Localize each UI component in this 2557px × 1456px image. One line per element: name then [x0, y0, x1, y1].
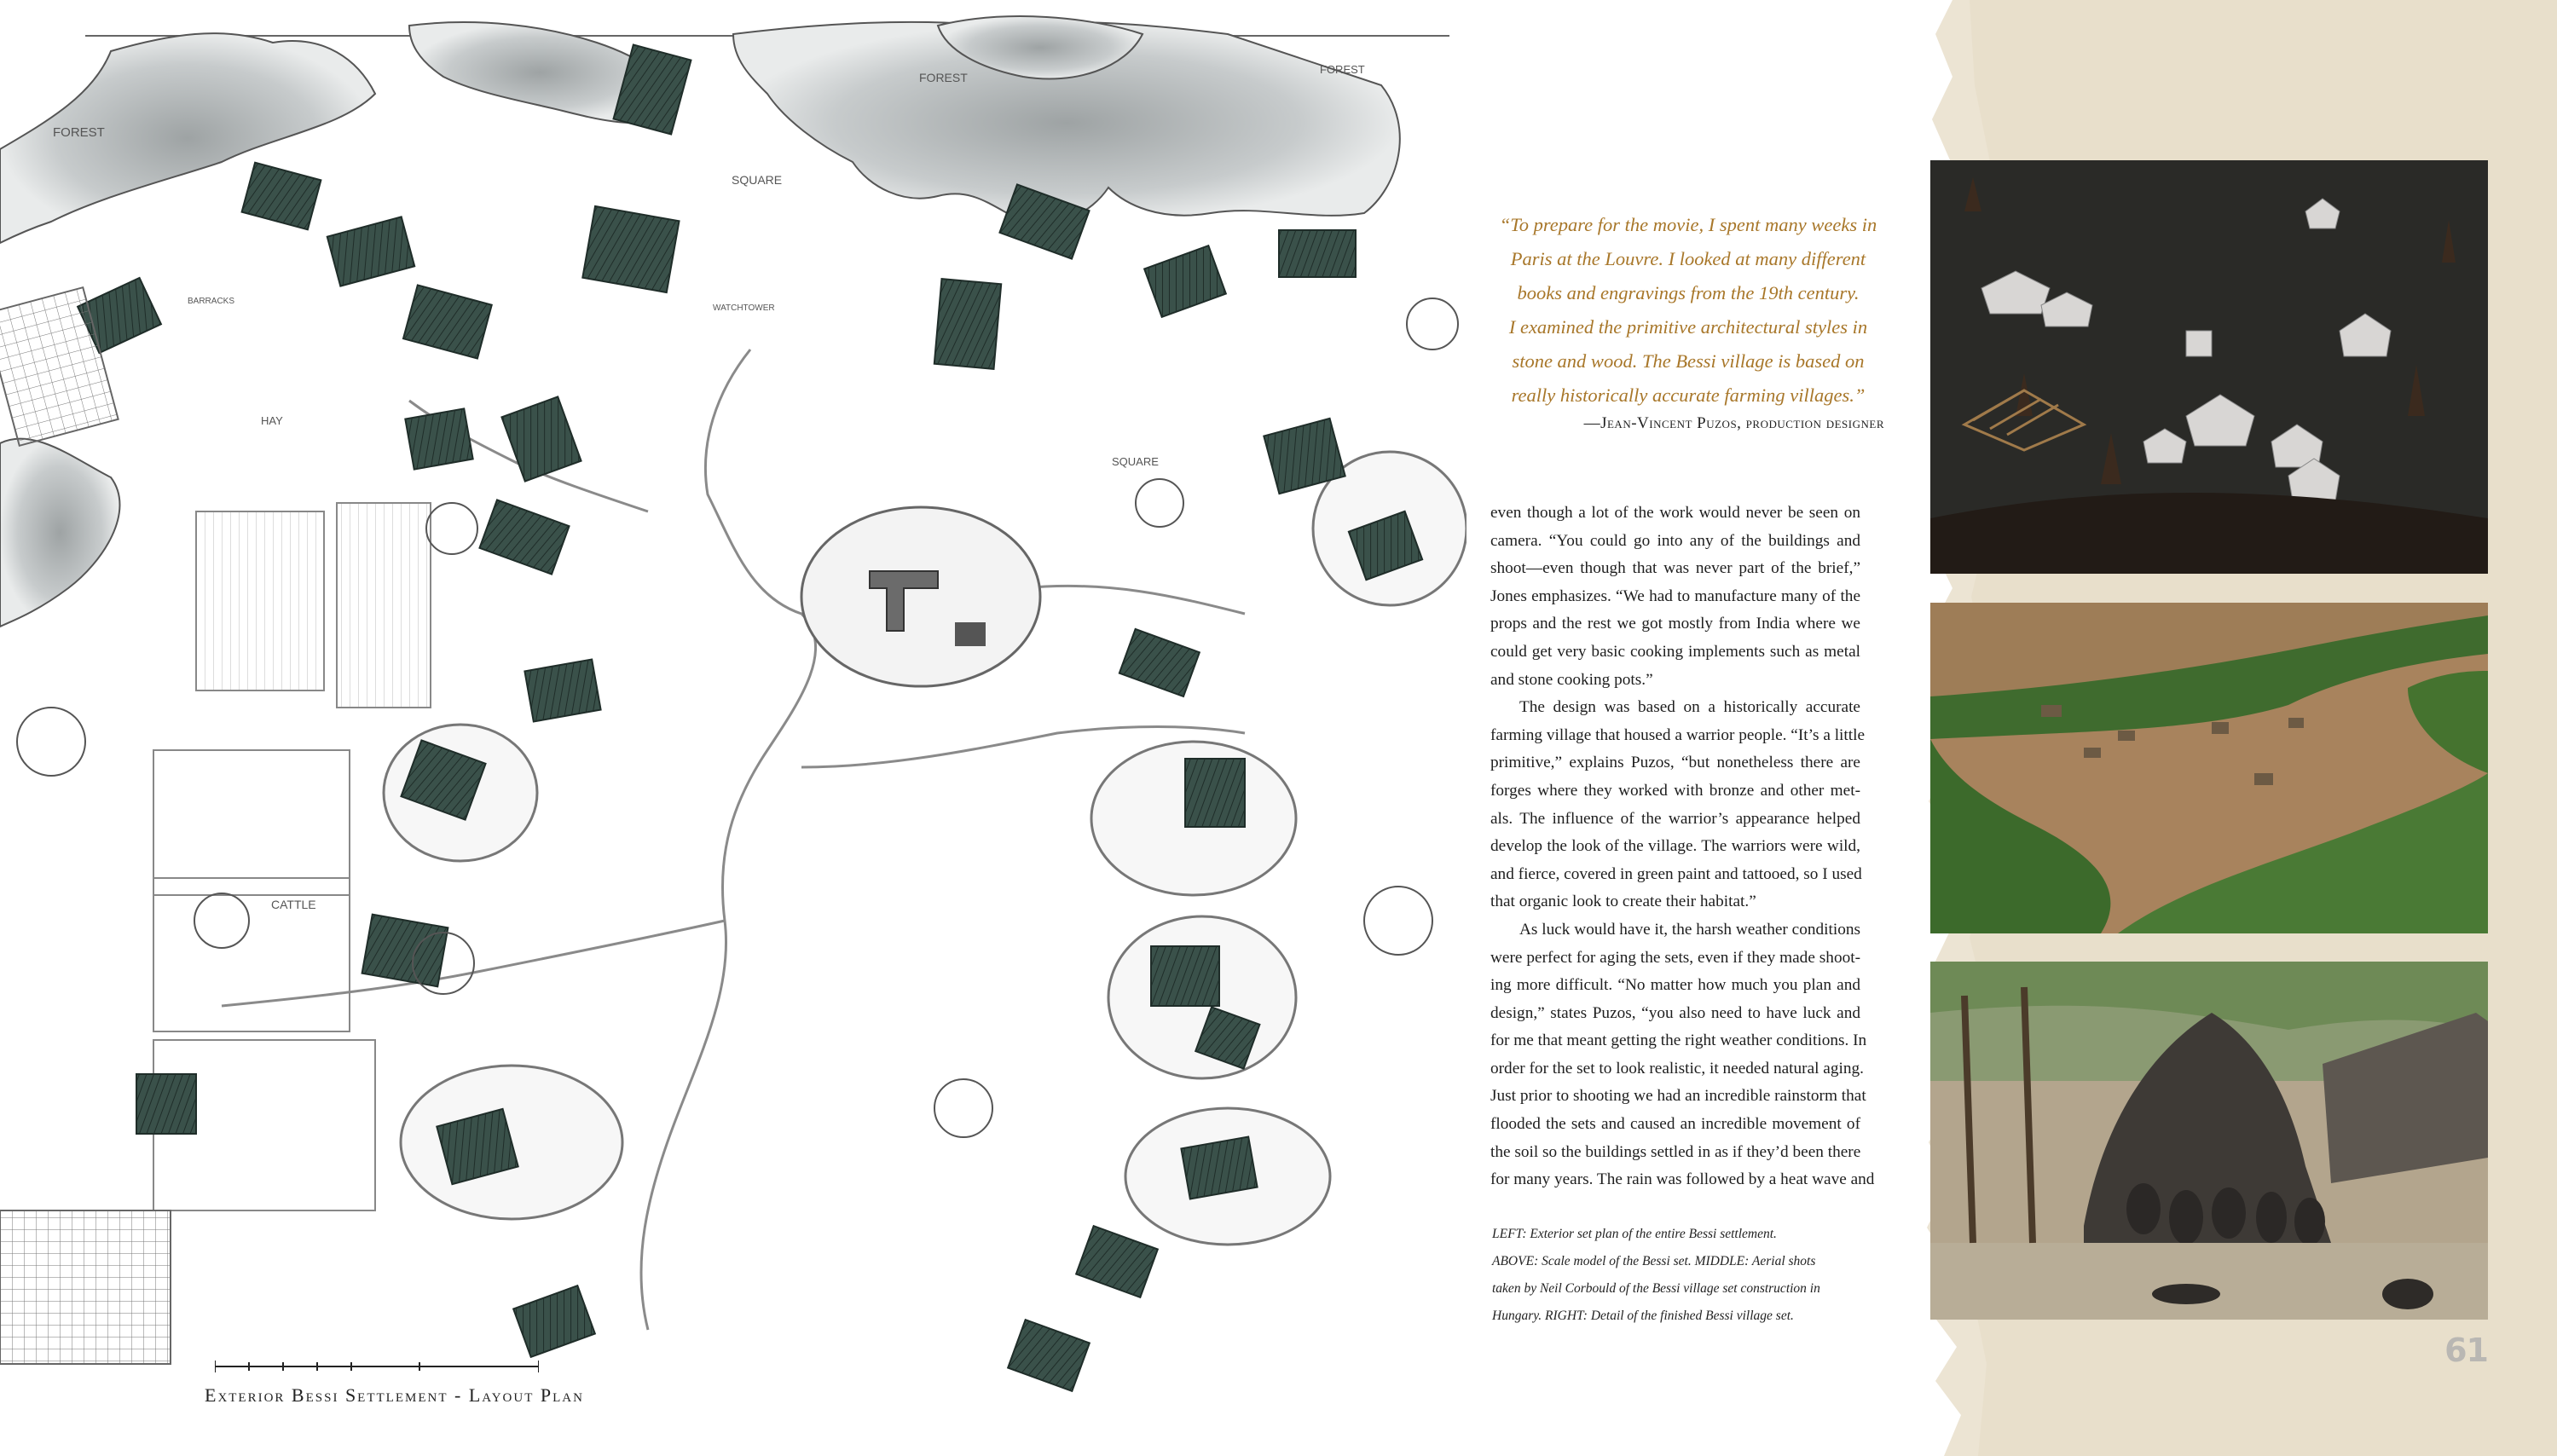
map-label-square-top: SQUARE: [732, 173, 783, 187]
body-line: and fierce, covered in green paint and tattooed, so I used: [1490, 864, 1862, 883]
map-label-forest-right: FOREST: [1320, 63, 1365, 76]
body-line: props and the rest we got mostly from India where we: [1490, 615, 1860, 633]
pull-quote: [1484, 208, 1893, 413]
body-line: design,” states Puzos, “you also need to have luck and: [1490, 1003, 1860, 1022]
page-number: 61: [2444, 1332, 2488, 1369]
scale-bar: [215, 1361, 539, 1372]
caption-line: Hungary. RIGHT: Detail of the finished Bessi village set.: [1492, 1309, 1794, 1323]
body-line: and stone cooking pots.”: [1490, 670, 1653, 689]
body-line: for many years. The rain was followed by a heat wave and: [1490, 1170, 1875, 1189]
quote-attribution: —Jean-Vincent Puzos, production designer: [1583, 414, 1884, 432]
quote-line: really historically accurate farming villages.”: [1511, 384, 1866, 406]
map-label-forest-left: FOREST: [53, 125, 105, 140]
body-line: primitive,” explains Puzos, “but nonetheless there are: [1490, 754, 1860, 772]
body-line: Just prior to shooting we had an incredible rainstorm that: [1490, 1087, 1866, 1106]
caption-line: LEFT: Exterior set plan of the entire Bessi settlement.: [1492, 1227, 1777, 1241]
body-line: flooded the sets and caused an incredible movement of: [1490, 1115, 1860, 1134]
body-line: als. The influence of the warrior’s appearance helped: [1490, 809, 1860, 828]
body-line: develop the look of the village. The warriors were wild,: [1490, 837, 1860, 856]
finished-village-detail-photo: [1930, 962, 2488, 1320]
body-line: order for the set to look realistic, it needed natural aging.: [1490, 1059, 1864, 1078]
body-line: camera. “You could go into any of the buildings and: [1490, 531, 1860, 550]
body-text: [1490, 500, 1875, 1194]
caption-line: ABOVE: Scale model of the Bessi set. MIDDLE: Aerial shots: [1492, 1254, 1816, 1268]
body-line: forges where they worked with bronze and other met-: [1490, 781, 1860, 800]
body-line: farming village that housed a warrior people. “It’s a little: [1490, 725, 1866, 744]
body-line: for me that meant getting the right weather conditions. In: [1490, 1031, 1867, 1050]
quote-line: “To prepare for the movie, I spent many weeks in: [1499, 214, 1877, 235]
quote-line: books and engravings from the 19th century.: [1517, 282, 1860, 303]
quote-line: I examined the primitive architectural styles in: [1508, 316, 1868, 338]
body-line: Jones emphasizes. “We had to manufacture many of the: [1490, 586, 1860, 605]
body-line: that organic look to create their habitat.”: [1490, 893, 1756, 911]
quote-line: Paris at the Louvre. I looked at many different: [1510, 248, 1866, 269]
plan-title: Exterior Bessi Settlement - Layout Plan: [205, 1384, 584, 1406]
body-line: the soil so the buildings settled in as if they’d been there: [1490, 1142, 1861, 1161]
map-label-cattle: CATTLE: [271, 898, 316, 911]
body-line: The design was based on a historically accurate: [1519, 698, 1860, 717]
scale-model-photo: [1930, 160, 2488, 574]
body-line: shoot—even though that was never part of the brief,”: [1490, 559, 1860, 578]
map-label-square-mid: SQUARE: [1112, 455, 1159, 468]
map-label-barracks: BARRACKS: [188, 297, 235, 306]
map-label-hay: HAY: [261, 414, 283, 427]
body-line: even though a lot of the work would never be seen on: [1490, 504, 1860, 522]
body-line: were perfect for aging the sets, even if they made shoot-: [1490, 948, 1860, 967]
quote-line: stone and wood. The Bessi village is based on: [1512, 350, 1865, 372]
body-line: ing more difficult. “No matter how much you plan and: [1490, 976, 1860, 995]
caption-line: taken by Neil Corbould of the Bessi village set construction in: [1492, 1281, 1820, 1296]
body-line: As luck would have it, the harsh weather conditions: [1519, 920, 1860, 939]
map-label-forest-mid: FOREST: [919, 71, 968, 84]
map-label-watchtower: WATCHTOWER: [713, 303, 775, 313]
body-line: could get very basic cooking implements such as metal: [1490, 642, 1860, 661]
central-compound: [801, 507, 1040, 686]
aerial-construction-photo: [1930, 603, 2488, 933]
photo-caption: [1492, 1221, 1867, 1330]
huts: [78, 44, 1422, 1390]
